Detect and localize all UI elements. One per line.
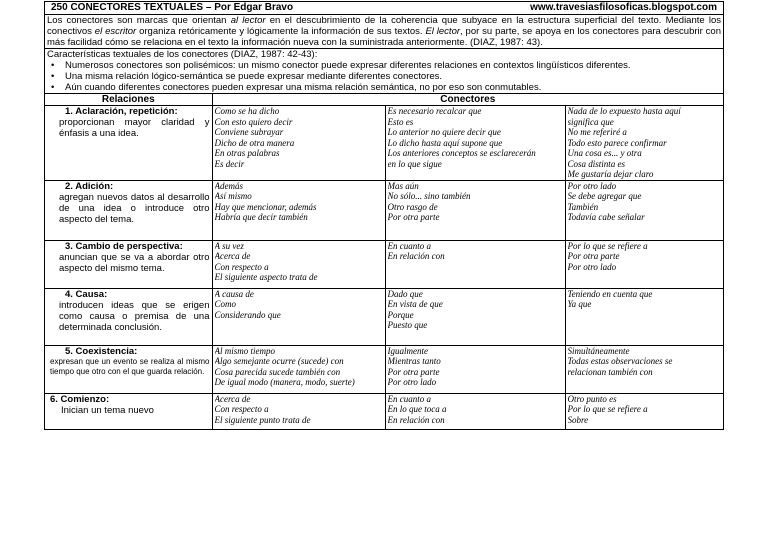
intro-emphasis: El lector (425, 26, 461, 37)
intro-text: organiza retóricamente y lógicamente la información de sus textos. (136, 26, 426, 37)
relation-title: 2. Adición: (65, 180, 114, 192)
connector-list (212, 180, 385, 240)
connector-list (565, 180, 723, 240)
relation-description: anuncian que se va a abordar otro aspecto del mismo tema. (59, 251, 210, 274)
connector-item: No sólo... sino también (387, 191, 471, 201)
relation-cell (45, 345, 212, 393)
connector-item: Por lo que se refiere a (567, 240, 648, 251)
connector-item: En relación con (387, 414, 445, 425)
connector-item: Los anteriores conceptos se esclarecerán (387, 148, 536, 158)
connector-list (565, 106, 723, 181)
connector-list (212, 106, 385, 181)
table-row (45, 240, 723, 288)
connector-list (385, 180, 565, 240)
connector-item: Por otro lado (387, 377, 437, 387)
connector-item: Acerca de (214, 393, 251, 404)
connector-item: En lo que toca a (387, 404, 447, 414)
table-row (45, 393, 723, 429)
connector-list (565, 288, 723, 345)
document-page (44, 1, 724, 430)
connector-item: Se debe agregar que (567, 191, 642, 201)
connector-item: Con respecto a (214, 261, 269, 272)
connector-list (385, 393, 565, 429)
connectors-table (45, 94, 723, 429)
relation-cell (45, 240, 212, 288)
characteristics-section (45, 49, 723, 94)
connector-list (212, 345, 385, 393)
relation-cell (45, 180, 212, 240)
connector-item: Otro punto es (567, 393, 617, 404)
connector-list (385, 106, 565, 181)
connector-item: Nada de lo expuesto hasta aquí (567, 106, 681, 116)
connector-list (385, 288, 565, 345)
intro-text: Los conectores son marcas que orientan (47, 15, 231, 26)
connector-item: Como se ha dicho (214, 106, 280, 116)
connector-item: En cuanto a (387, 393, 431, 404)
connector-item: significa que (567, 116, 614, 127)
connector-item: Ya que (567, 299, 592, 309)
connector-item: El siguiente aspecto trata de (214, 272, 318, 282)
connector-item: También (567, 201, 599, 212)
connector-item: Por otra parte (567, 251, 620, 261)
connector-item: Acerca de (214, 251, 251, 261)
relation-description: expresan que un evento se realiza al mismo tiempo que otro con el que guarda relación. (50, 356, 210, 376)
intro-emphasis: al lector (230, 15, 266, 26)
connector-item: Porque (387, 309, 414, 320)
table-row (45, 288, 723, 345)
connector-item: Esto es (387, 116, 414, 127)
relation-description: agregan nuevos datos al desarrollo de una idea o introduce otro aspecto del tema. (59, 191, 210, 225)
connector-item: Me gustaría dejar claro (567, 169, 654, 179)
intro-text: , por su parte, se apoya en los conectores para descubrir con más facilidad cómo se relaciona en el texto la información nueva con la suministrada anteriormente. (DIAZ, 1987: 43). (47, 26, 722, 48)
connectors-column-header: Conectores (212, 94, 723, 106)
table-row (45, 106, 723, 181)
connector-item: En otras palabras (214, 148, 280, 158)
relation-title: 1. Aclaración, repetición: (65, 106, 178, 117)
connector-list (212, 393, 385, 429)
table-header-row (45, 94, 723, 106)
connector-item: Como (214, 299, 237, 309)
connector-item: Todo esto parece confirmar (567, 137, 667, 148)
connector-item: Teniendo en cuenta que (567, 288, 653, 299)
connector-item: Es necesario recalcar que (387, 106, 482, 116)
connector-item: Es decir (214, 158, 245, 169)
relation-cell (45, 288, 212, 345)
characteristic-item: • Aún cuando diferentes conectores pueden expresar una misma relación semántica, no por eso son conmutables. (47, 82, 721, 93)
connector-item: Con esto quiero decir (214, 116, 293, 127)
connector-item: Igualmente (387, 345, 428, 356)
relation-cell (45, 106, 212, 181)
connector-item: En cuanto a (387, 240, 431, 251)
connector-item: En relación con (387, 251, 445, 261)
connector-item: De igual modo (manera, modo, suerte) (214, 377, 355, 387)
connector-item: Hay que mencionar, además (214, 201, 317, 212)
connector-list (565, 393, 723, 429)
connector-item: Por otra parte (387, 366, 440, 377)
relation-title: 5. Coexistencia: (65, 345, 138, 357)
connector-item: Mientras tanto (387, 356, 441, 366)
characteristic-item: • Numerosos conectores son polisémicos: un mismo conector puede expresar diferentes relaciones en contextos lingüísticos diferentes. (47, 60, 721, 71)
connector-item: El siguiente punto trata de (214, 414, 311, 425)
relation-description: Inician un tema nuevo (61, 404, 154, 416)
connector-list (565, 345, 723, 393)
connector-item: Otro rasgo de (387, 201, 438, 212)
connector-item: Conviene subrayar (214, 127, 284, 137)
connector-item: en lo que sigue (387, 158, 442, 169)
connector-list (565, 240, 723, 288)
connector-item: relacionan también con (567, 366, 653, 377)
document-header (45, 2, 723, 15)
intro-paragraph (45, 15, 723, 49)
relation-description: proporcionan mayor claridad y énfasis a una idea. (59, 117, 210, 139)
connector-item: A su vez (214, 240, 244, 251)
connector-item: Todavía cabe señalar (567, 212, 645, 222)
connector-item: Así mismo (214, 191, 252, 201)
relation-title: 3. Cambio de perspectiva: (65, 240, 183, 252)
connector-list (212, 240, 385, 288)
connector-item: Puesto que (387, 320, 428, 330)
connector-item: Al mismo tiempo (214, 345, 275, 356)
connector-item: Cosa distinta es (567, 158, 626, 169)
connector-item: No me referiré a (567, 127, 627, 137)
intro-text: en el descubrimiento de la coherencia que subyace en la estructura superficial del texto. Mediante los conectivos (47, 15, 722, 37)
intro-emphasis: el escritor (94, 26, 137, 37)
connector-item: Además (214, 180, 243, 191)
connector-item: Algo semejante ocurre (sucede) con (214, 356, 344, 366)
connector-item: Todas estas observaciones se (567, 356, 673, 366)
connector-item: Lo dicho hasta aquí supone que (387, 137, 503, 148)
relation-title: 4. Causa: (65, 288, 108, 300)
relation-description: introducen ideas que se erigen como causa o premisa de una determinada conclusión. (59, 299, 210, 333)
document-title: 250 CONECTORES TEXTUALES – Por Edgar Bravo (51, 2, 294, 13)
characteristics-list (47, 60, 721, 93)
connector-item: Por otro lado (567, 261, 617, 272)
characteristic-item: • Una misma relación lógico-semántica se puede expresar mediante diferentes conectores. (47, 71, 721, 82)
connector-item: Considerando que (214, 309, 281, 320)
connector-item: Lo anterior no quiere decir que (387, 127, 501, 137)
blog-url: www.travesiasfilosoficas.blogspot.com (530, 2, 717, 13)
connector-item: Mas aún (387, 180, 419, 191)
connector-item: Dicho de otra manera (214, 137, 295, 148)
connector-list (212, 288, 385, 345)
connector-item: Cosa parecida sucede también con (214, 366, 341, 377)
connector-item: En vista de que (387, 299, 443, 309)
connector-item: Dado que (387, 288, 423, 299)
connector-item: Simultáneamente (567, 345, 630, 356)
connector-list (385, 240, 565, 288)
connector-item: Por otro lado (567, 180, 617, 191)
connector-item: Sobre (567, 414, 589, 425)
connector-item: Por otra parte (387, 212, 440, 222)
table-row (45, 180, 723, 240)
characteristics-heading: Características textuales de los conectores (DIAZ, 1987: 42-43): (47, 49, 318, 60)
connector-item: Por lo que se refiere a (567, 404, 648, 414)
table-row (45, 345, 723, 393)
relation-title: 6. Comienzo: (50, 393, 110, 405)
relation-cell (45, 393, 212, 429)
relations-column-header: Relaciones (45, 94, 212, 106)
connector-item: A causa de (214, 288, 254, 299)
connector-item: Una cosa es... y otra (567, 148, 642, 158)
connector-item: Con respecto a (214, 404, 269, 414)
connector-list (385, 345, 565, 393)
connector-item: Habría que decir también (214, 212, 308, 222)
